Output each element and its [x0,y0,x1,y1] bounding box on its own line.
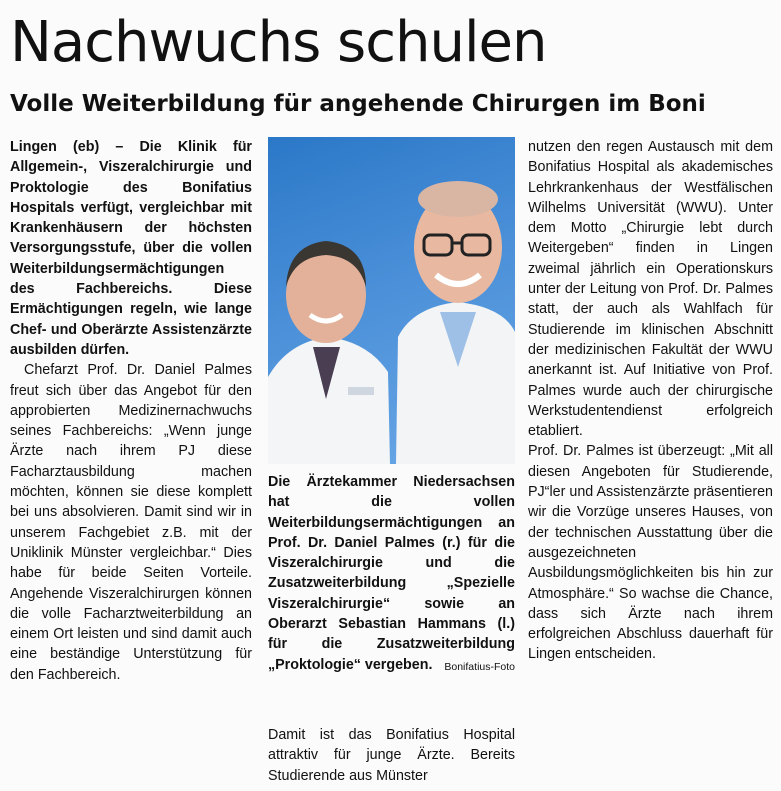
body-paragraph: nutzen den regen Austausch mit dem Bonifatius Hospital als akademisches Lehrkrankenhaus der Westfälischen Wilhelms Universität (WWU). Unter dem Motto „Chirurgie lebt durch Weitergeben“ finden in Lingen zweimal jährlich ein Operationskurs unter der Leitung von Prof. Dr. Palmes statt, der auch als Wahlfach für Studierende im klinischen Abschnitt der medizinischen Fakultät der WWU anerkannt ist. Auf Initiative von Prof. Palmes wurde auch der chirurgische Werkstudentendienst erfolgreich etabliert. [528,139,773,440]
doctors-photo-illustration [268,137,515,464]
subheadline: Volle Weiterbildung für angehende Chirurgen im Boni [10,91,706,117]
caption-text: Die Ärztekammer Niedersachsen hat die vollen Weiterbildungsermächtigungen an Prof. Dr. Daniel Palmes (r.) für die Viszeralchirurgie und die Zusatzweiterbildung „Spezielle Viszeralchirurgie“ sowie an Oberarzt Sebastian Hammans (l.) für die Zusatzweiterbildung „Proktologie“ vergeben. [268,474,515,673]
article-photo [268,137,515,464]
article-column-1 [10,137,252,685]
body-paragraph: Damit ist das Bonifatius Hospital attraktiv für junge Ärzte. Bereits Studierende aus Münster [268,727,515,784]
body-paragraph: Prof. Dr. Palmes ist überzeugt: „Mit all diesen Angeboten für Studierende, PJ“ler und Assistenzärzte präsentieren wir die Vorzüge unseres Hauses, von der technischen Ausstattung über die ausgezeichneten Ausbildungsmöglichkeiten bis hin zur Atmosphäre.“ So wachse die Chance, dass sich Ärzte nach ihrem erfolgreichen Abschluss dauerhaft für Lingen entscheiden. [528,443,773,663]
photo-credit: Bonifatius-Foto [444,660,515,673]
photo-caption [268,472,515,677]
body-paragraph: Chefarzt Prof. Dr. Daniel Palmes freut sich über das Angebot für den approbierten Medizinernachwuchs seines Fachbereichs: „Wenn junge Ärzte nach ihrem PJ diese Facharztausbildung machen möchten, können sie diese komplett bei uns absolvieren. Damit sind wir in unserem Fachgebiet z.B. mit der Uniklinik Münster vergleichbar.“ Dies habe für beide Seiten Vorteile. Angehende Viszeralchirurgen können die volle Facharztweiterbildung an einem Ort leisten und sind damit auch eine beständige Unterstützung für den Fachbereich. [10,362,252,683]
lead-paragraph: Lingen (eb) – Die Klinik für Allgemein-, Viszeralchirurgie und Proktologie des Bonifatius Hospitals verfügt, vergleichbar mit Krankenhäusern der höchsten Versorgungsstufe, über die vollen Weiterbildungsermächtigungen des Fachbereichs. Diese Ermächtigungen regeln, wie lange Chef- und Oberärzte Assistenzärzte ausbilden dürfen. [10,139,252,358]
article-column-2 [268,725,515,786]
article-column-3 [528,137,773,665]
headline: Nachwuchs schulen [10,10,547,75]
